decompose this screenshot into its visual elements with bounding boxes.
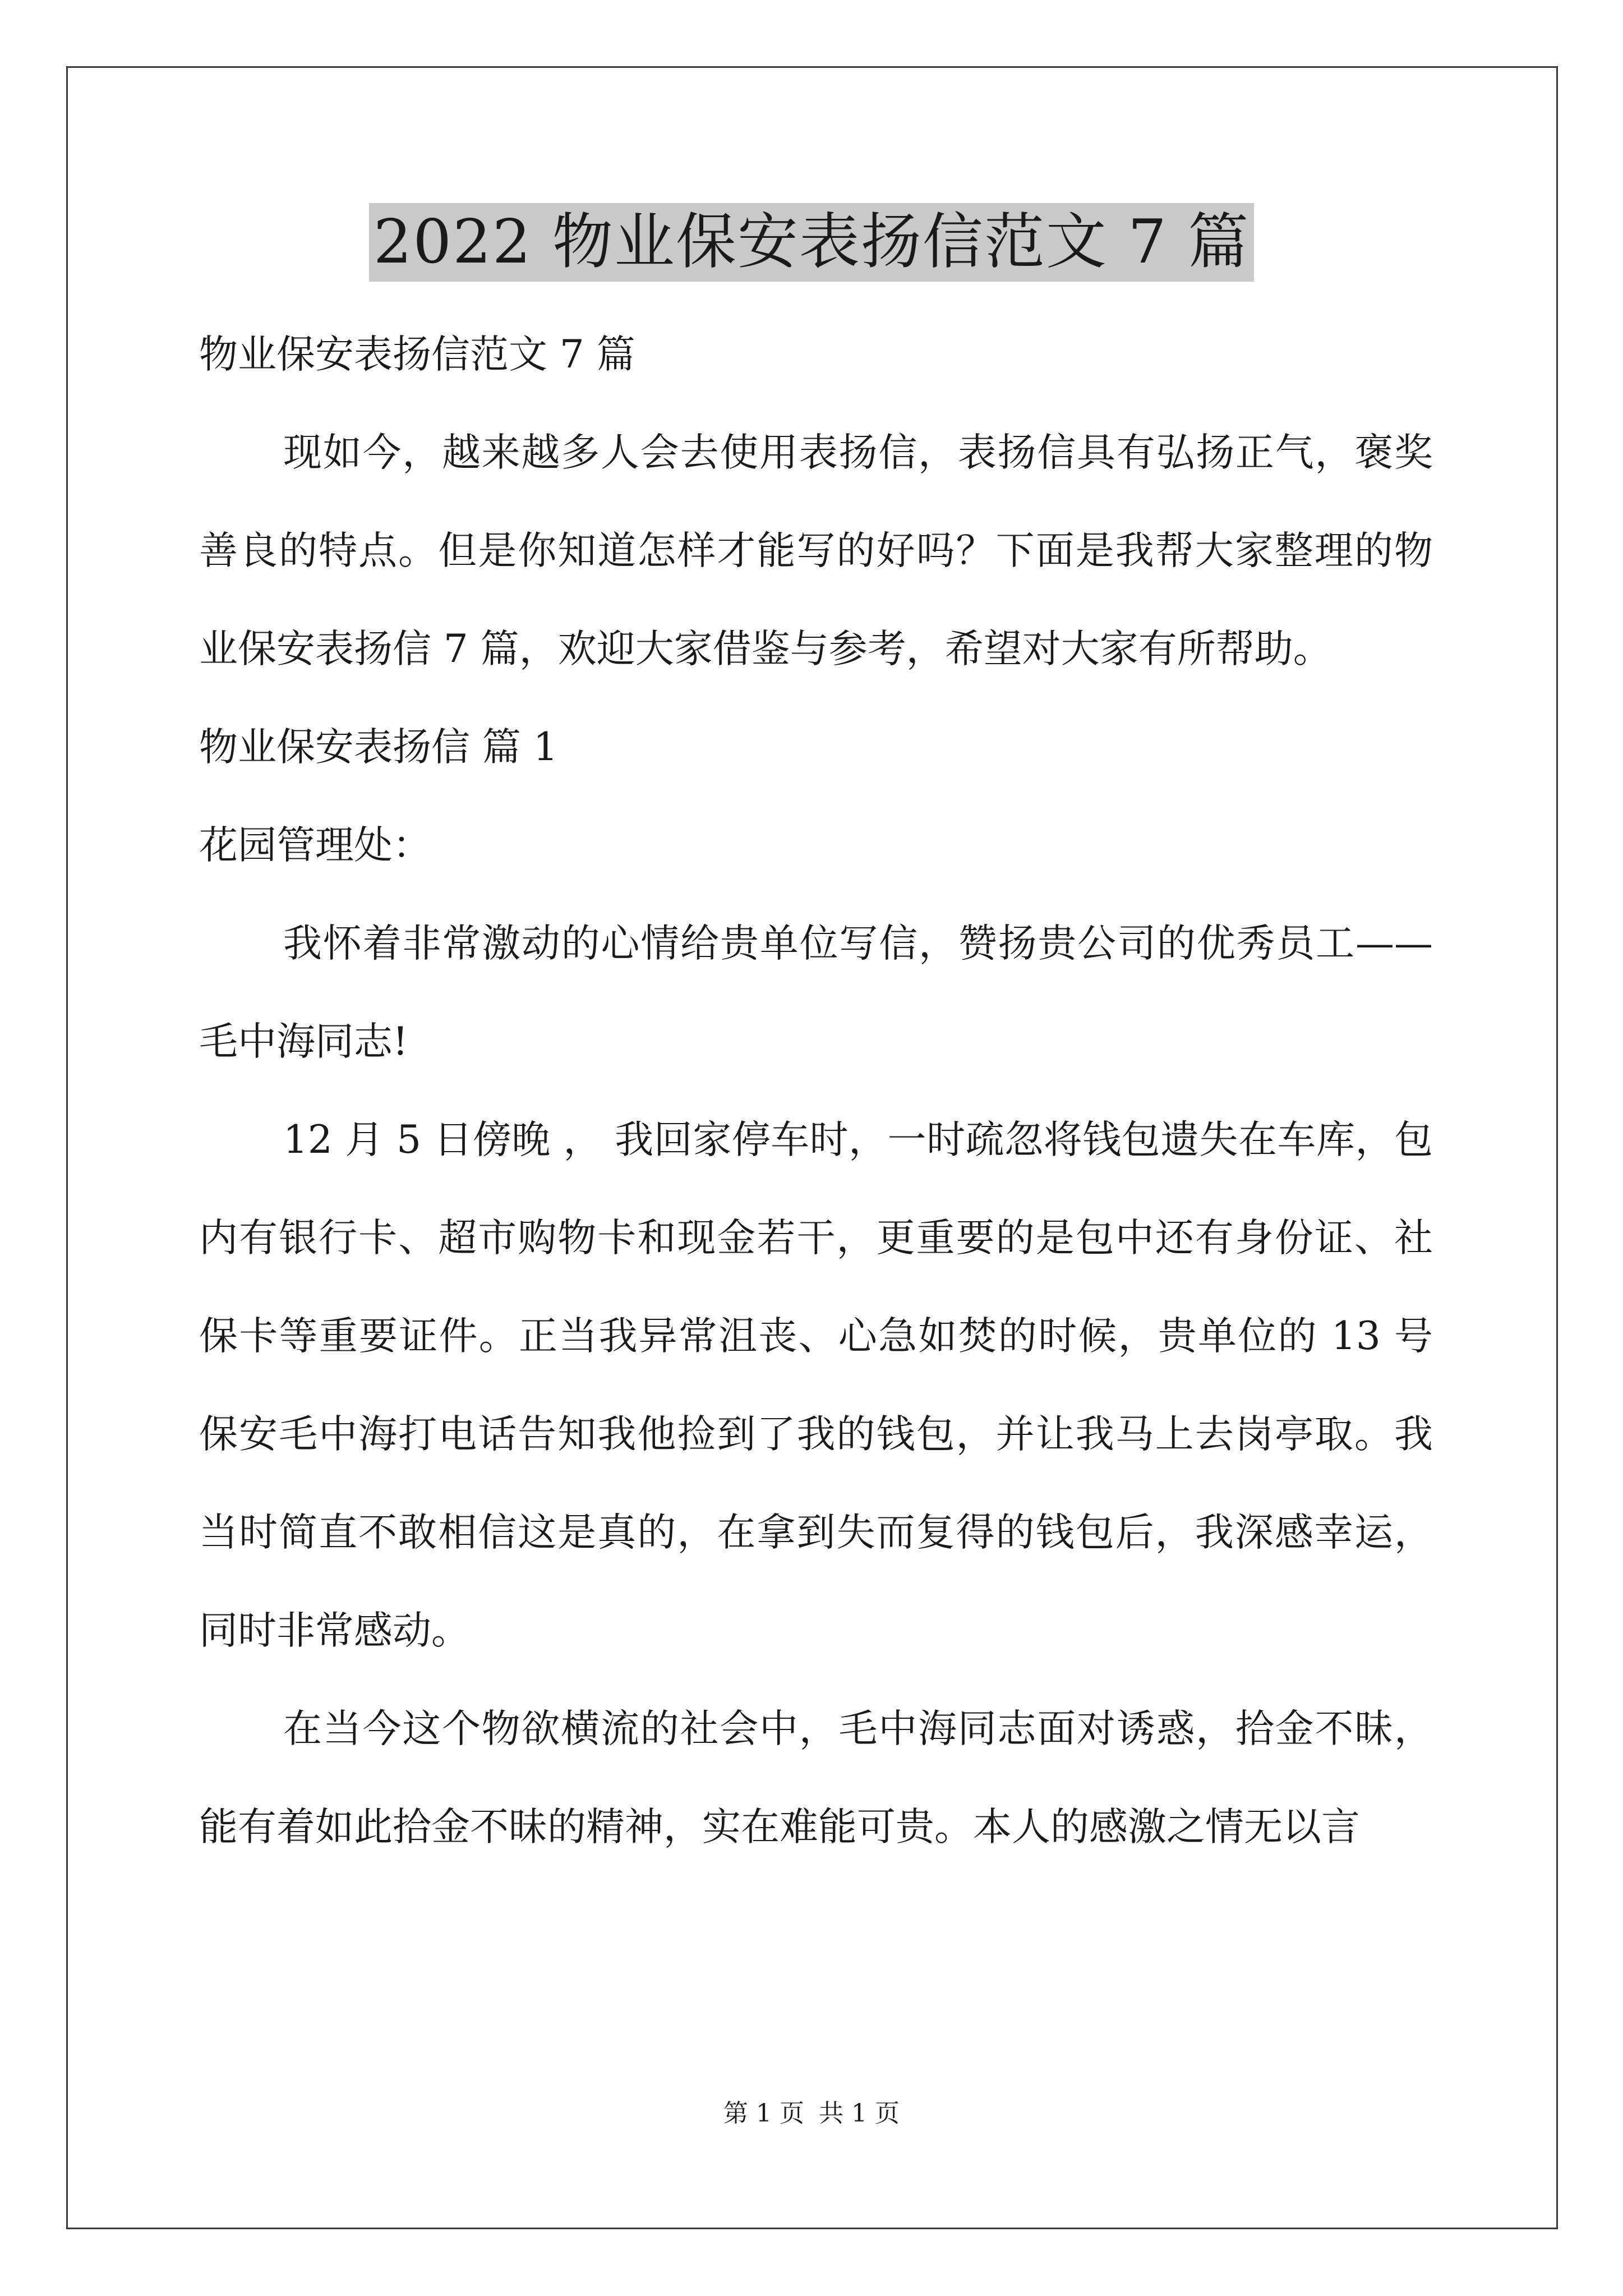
salutation: 花园管理处： [199,823,431,868]
paragraph: 物业保安表扬信范文 7 篇 [199,332,635,377]
paragraph: 我怀着非常激动的心情给贵单位写信，赞扬贵公司的优秀员工——毛中海同志! [199,921,1433,1064]
document-title: 2022 物业保安表扬信范文 7 篇 [369,203,1255,282]
paragraph: 在当今这个物欲横流的社会中，毛中海同志面对诱惑，拾金不昧，能有着如此拾金不昧的精神，实在难能可贵。本人的感激之情无以言 [199,1706,1433,1849]
page-footer [0,2097,1623,2131]
paragraph: 12 月 5 日傍晚 ， 我回家停车时，一时疏忽将钱包遗失在车库，包内有银行卡、超市购物卡和现金若干，更重要的是包中还有身份证、社保卡等重要证件。正当我异常沮丧、心急如焚的时候，贵单位的 13 号保安毛中海打电话告知我他捡到了我的钱包，并让我马上去岗亭取。我当时简直不敢相信这是真的，在拿到失而复得的钱包后，我深感幸运，同时非常感动。 [199,1117,1433,1653]
section-heading: 物业保安表扬信 篇 1 [199,725,558,770]
title-container [0,203,1623,282]
page-number: 第 1 页 [723,2099,804,2128]
document-body [199,306,1433,1876]
paragraph: 现如今，越来越多人会去使用表扬信，表扬信具有弘扬正气，褒奖善良的特点。但是你知道怎样才能写的好吗？下面是我帮大家整理的物业保安表扬信 7 篇，欢迎大家借鉴与参考，希望对大家有所帮助。 [199,430,1433,671]
page-count: 共 1 页 [819,2099,900,2128]
